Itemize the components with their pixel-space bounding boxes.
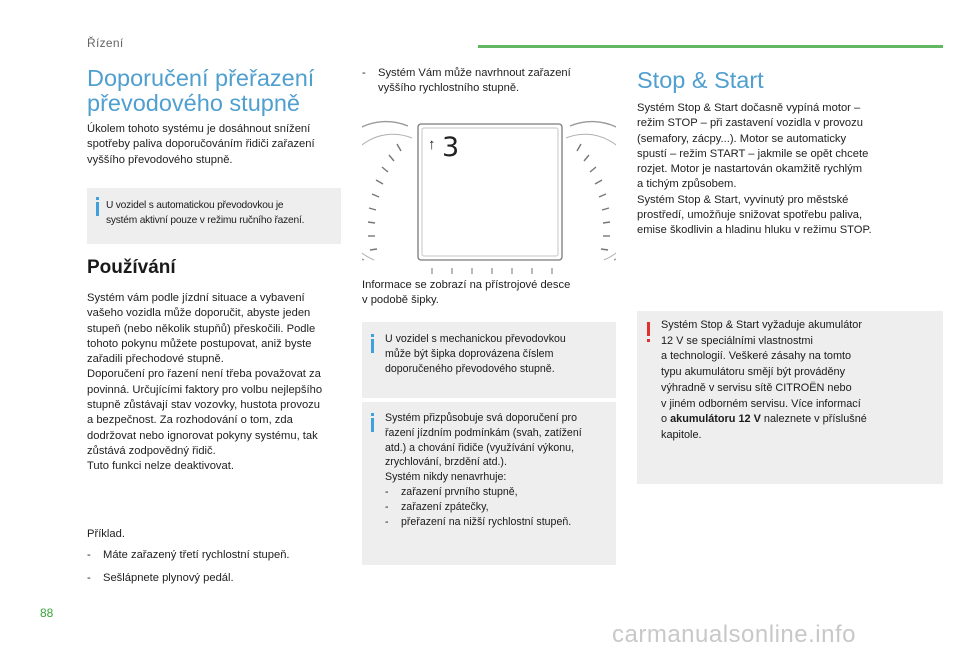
text-line: Systém Stop & Start vyžaduje akumulátor xyxy=(661,319,862,331)
battery-reference-link: akumulátoru 12 V xyxy=(670,413,761,426)
suggestion-item: - Systém Vám může navrhnout zařazení vyššího rychlostního stupně. xyxy=(362,66,622,97)
text-line: režim STOP – při zastavení vozidla v provozu xyxy=(637,117,863,130)
text-line: zůstává zodpovědný řidič. xyxy=(87,444,216,457)
upshift-arrow-icon: ↑ xyxy=(428,136,436,153)
usage-heading: Používání xyxy=(87,257,176,278)
instrument-cluster-illustration xyxy=(362,110,616,274)
list-item-text: zařazení prvního stupně, xyxy=(401,485,518,498)
text-line: doporučeného převodového stupně. xyxy=(385,362,555,375)
warning-icon xyxy=(647,322,650,336)
watermark: carmanualsonline.info xyxy=(612,621,856,648)
text-line: Systém nikdy nenavrhuje: xyxy=(385,471,507,484)
text-line: a technologií. Veškeré zásahy na tomto xyxy=(661,350,852,363)
text-line: Systém Vám může navrhnout zařazení xyxy=(378,67,571,79)
text-line: Systém Stop & Start, vyvinutý pro městské xyxy=(637,193,849,206)
text-line: emise škodlivin a hladinu hluku v režimu STOP. xyxy=(637,224,872,237)
text-line: U vozidel s mechanickou převodovkou xyxy=(385,333,566,345)
info-box-manual xyxy=(362,322,616,398)
list-item: - přeřazení na nižší rychlostní stupeň. xyxy=(385,515,572,528)
section-title: Řízení xyxy=(87,36,124,50)
text-line: Informace se zobrazí na přístrojové desce xyxy=(362,279,571,291)
text-line: tohoto pokynu můžete postupovat, aniž byste xyxy=(87,337,312,350)
page-number: 88 xyxy=(40,606,54,620)
example-item: - Sešlápnete plynový pedál. xyxy=(87,571,347,586)
text-line: prostředí, umožňuje snižovat spotřebu paliva, xyxy=(637,209,863,222)
text-line: a tichým způsobem. xyxy=(637,178,737,191)
text-line: povinná. Určujícími faktory pro volbu nejlepšího xyxy=(87,383,323,396)
text-line: vyššího rychlostního stupně. xyxy=(378,82,520,95)
intro-paragraph xyxy=(87,122,347,168)
gear-shift-section-title xyxy=(87,66,347,116)
text-line: může být šipka doprovázena číslem xyxy=(385,347,554,360)
text-line: stupeň (nebo několik stupňů) přeskočili. Podle xyxy=(87,322,316,335)
text-line: a bezpečnost. Za rozhodování o tom, zda xyxy=(87,414,293,427)
text-line: atd.) a chování řidiče (využívání výkonu, xyxy=(385,441,575,454)
text-line: spustí – režim START – jakmile se opět chcete xyxy=(637,147,869,160)
instrument-cluster-drawing xyxy=(362,110,616,274)
gear-number: 3 xyxy=(442,132,460,163)
title-line: Doporučení přeřazení xyxy=(87,65,315,91)
example-label: Příklad. xyxy=(87,528,125,540)
text-line: v podobě šipky. xyxy=(362,294,439,307)
info-icon xyxy=(371,339,374,353)
info-box-adaptive xyxy=(362,402,616,565)
text-line: řazení jízdním podmínkám (svah, zatížení xyxy=(385,426,582,439)
stop-start-paragraph xyxy=(637,101,907,239)
text-line: Doporučení pro řazení není třeba považovat za xyxy=(87,368,321,381)
text-line: Úkolem tohoto systému je dosáhnout snížení xyxy=(87,123,311,135)
text-line: v jiném odborném servisu. Více informací xyxy=(661,397,861,410)
example-item-text: Sešlápnete plynový pedál. xyxy=(103,572,234,584)
text-line: dodržovat nebo ignorovat pokyny systému, tak xyxy=(87,429,318,442)
info-icon xyxy=(371,418,374,432)
stop-start-title: Stop & Start xyxy=(637,67,764,93)
example-item: - Máte zařazený třetí rychlostní stupeň. xyxy=(87,548,347,563)
info-box-automatic xyxy=(87,188,341,244)
text-line: zařadili přechodové stupně. xyxy=(87,353,224,366)
text-line: výhradně v servisu sítě CITROËN nebo xyxy=(661,381,852,394)
text-fragment: o xyxy=(661,413,671,426)
example-item-text: Máte zařazený třetí rychlostní stupeň. xyxy=(103,549,290,561)
text-line: (semafory, zácpy...). Motor se automaticky xyxy=(637,132,847,145)
text-line: 12 V se speciálními vlastnostmi xyxy=(661,334,813,347)
list-item-text: přeřazení na nižší rychlostní stupeň. xyxy=(401,515,572,528)
text-line xyxy=(661,412,939,428)
text-line: Systém přizpůsobuje svá doporučení pro xyxy=(385,412,577,424)
text-line: vašeho vozidla může doporučit, abyste jeden xyxy=(87,307,311,320)
text-line: systém aktivní pouze v režimu ručního řazení. xyxy=(106,215,305,226)
title-line: převodového stupně xyxy=(87,90,300,116)
text-line: stupně zůstávají stav vozovky, hustota provozu xyxy=(87,399,320,412)
warning-box-battery xyxy=(637,311,943,484)
text-line: zrychlování, brzdění atd.). xyxy=(385,456,507,469)
text-line: spotřeby paliva doporučováním řidiči zařazení xyxy=(87,138,315,151)
list-item-text: zařazení zpátečky, xyxy=(401,500,489,513)
list-item: - zařazení zpátečky, xyxy=(385,500,489,513)
usage-paragraph xyxy=(87,291,357,475)
text-line: rozjet. Motor je nastartován okamžitě rychlým xyxy=(637,163,863,176)
text-fragment: naleznete v příslušné xyxy=(760,413,867,426)
text-line: Systém vám podle jízdní situace a vybavení xyxy=(87,292,305,304)
text-line: Systém Stop & Start dočasně vypíná motor – xyxy=(637,102,861,114)
section-accent-bar xyxy=(478,45,943,48)
info-icon xyxy=(96,202,99,216)
text-line: U vozidel s automatickou převodovkou je xyxy=(106,200,284,211)
display-caption xyxy=(362,278,622,309)
text-line: typu akumulátoru smějí být prováděny xyxy=(661,366,846,379)
list-item: - zařazení prvního stupně, xyxy=(385,485,518,498)
text-line: kapitole. xyxy=(661,428,702,441)
text-line: vyššího převodového stupně. xyxy=(87,153,233,166)
text-line: Tuto funkci nelze deaktivovat. xyxy=(87,460,234,473)
